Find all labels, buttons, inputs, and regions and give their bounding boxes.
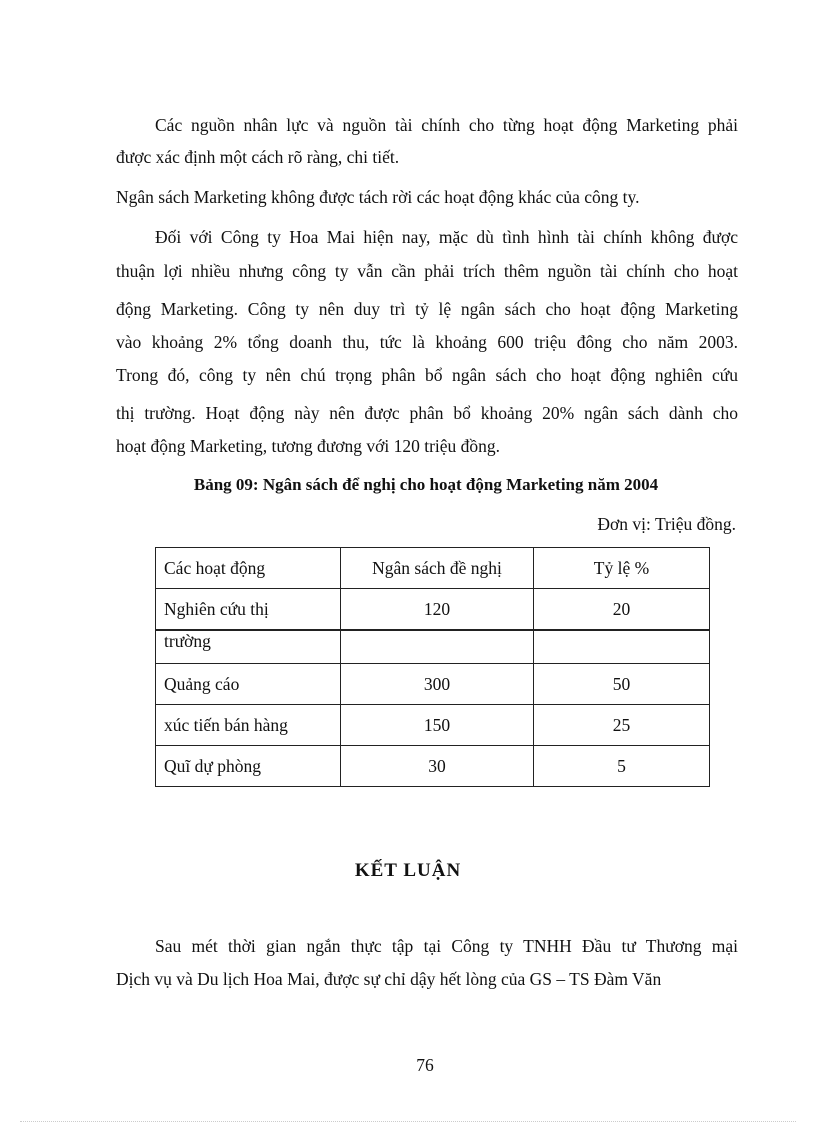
cell-percent: 20 bbox=[534, 589, 710, 631]
conclusion-line-1: Sau mét thời gian ngắn thực tập tại Công ty TNHH Đầu tư Thương mại bbox=[155, 936, 738, 956]
paragraph-3-line-4: vào khoảng 2% tổng doanh thu, tức là khoảng 600 triệu đông cho năm 2003. bbox=[116, 332, 738, 352]
table-row bbox=[156, 589, 710, 631]
table-row bbox=[156, 630, 710, 664]
conclusion-heading: KẾT LUẬN bbox=[354, 860, 462, 881]
paragraph-3-line-6: thị trường. Hoạt động này nên được phân bổ khoảng 20% ngân sách dành cho bbox=[116, 403, 738, 423]
header-activities: Các hoạt động bbox=[156, 548, 341, 589]
paragraph-3-line-5: Trong đó, công ty nên chú trọng phân bổ ngân sách cho hoạt động nghiên cứu bbox=[116, 365, 738, 385]
table-row bbox=[156, 705, 710, 746]
cell-activity: xúc tiến bán hàng bbox=[156, 705, 341, 746]
page-number: 76 bbox=[416, 1055, 434, 1075]
cell-percent: 25 bbox=[534, 705, 710, 746]
cell-activity: Quĩ dự phòng bbox=[156, 746, 341, 787]
conclusion-line-2: Dịch vụ và Du lịch Hoa Mai, được sự chỉ dậy hết lòng của GS – TS Đàm Văn bbox=[116, 969, 662, 989]
cell-budget: 120 bbox=[341, 589, 534, 631]
paragraph-3-line-3: động Marketing. Công ty nên duy trì tỷ lệ ngân sách cho hoạt động Marketing bbox=[116, 299, 738, 319]
cell-budget: 150 bbox=[341, 705, 534, 746]
cell-activity: Quảng cáo bbox=[156, 664, 341, 705]
table-row bbox=[156, 746, 710, 787]
cell-budget: 300 bbox=[341, 664, 534, 705]
paragraph-1-line-2: được xác định một cách rõ ràng, chi tiết. bbox=[116, 147, 400, 167]
cell-percent: 50 bbox=[534, 664, 710, 705]
cell-activity: trường bbox=[156, 630, 341, 664]
paragraph-3-line-7: hoạt động Marketing, tương đương với 120 triệu đồng. bbox=[116, 436, 501, 456]
budget-table bbox=[155, 547, 710, 787]
paragraph-2-line-1: Ngân sách Marketing không được tách rời các hoạt động khác của công ty. bbox=[116, 187, 640, 207]
paragraph-3-line-1: Đối với Công ty Hoa Mai hiện nay, mặc dù tình hình tài chính không được bbox=[155, 227, 738, 247]
page-bottom-divider bbox=[20, 1121, 796, 1122]
paragraph-1-line-1: Các nguồn nhân lực và nguồn tài chính cho từng hoạt động Marketing phải bbox=[155, 115, 738, 135]
cell-budget bbox=[341, 630, 534, 664]
cell-budget: 30 bbox=[341, 746, 534, 787]
paragraph-3-line-2: thuận lợi nhiều nhưng công ty vẫn cần phải trích thêm nguồn tài chính cho hoạt bbox=[116, 261, 738, 281]
header-proposed-budget: Ngân sách đề nghị bbox=[341, 548, 534, 589]
header-percentage: Tỷ lệ % bbox=[534, 548, 710, 589]
table-row bbox=[156, 664, 710, 705]
table-header-row bbox=[156, 548, 710, 589]
table-unit: Đơn vị: Triệu đồng. bbox=[597, 514, 736, 534]
cell-activity: Nghiên cứu thị bbox=[156, 589, 341, 631]
cell-percent bbox=[534, 630, 710, 664]
cell-percent: 5 bbox=[534, 746, 710, 787]
table-caption: Bảng 09: Ngân sách để nghị cho hoạt động Marketing năm 2004 bbox=[193, 475, 659, 494]
